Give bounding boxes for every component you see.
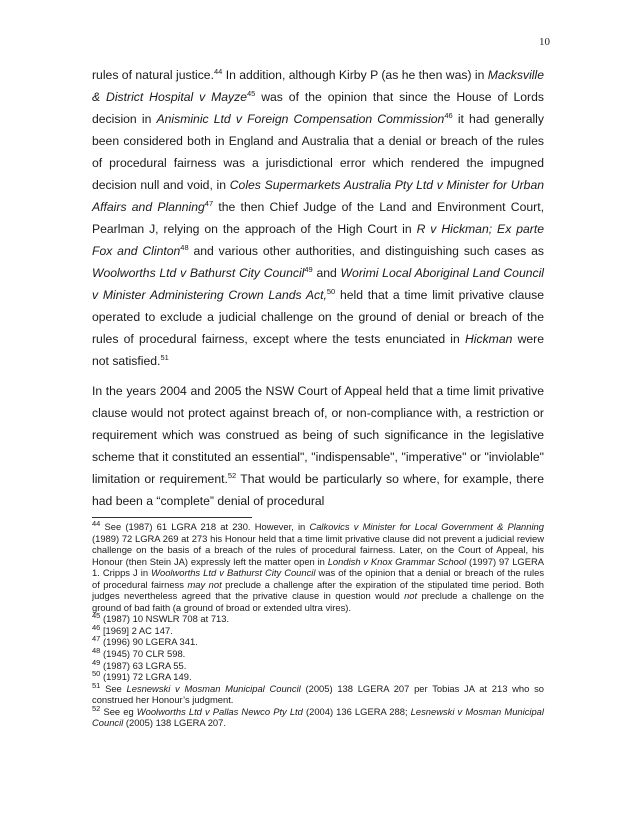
paragraph-1: rules of natural justice.$^{44}$ In addition, although Kirby P (as he then was) in Macksville & District Hospital v Mayze$^{45}$ was of the opinion that since the House of Lords decision in Anisminic Ltd v Foreign Compensation Commission$^{46}$ it had generally been considered both in England and Australia that a denial or breach of the rules of procedural fairness was a jurisdictional error which rendered the impugned decision null and void, in Coles Supermarkets Australia Pty Ltd v Minister for Urban Affairs and Planning$^{47}$ the then Chief Judge of the Land and Environment Court, Pearlman J, relying on the approach of the High Court in R v Hickman; Ex parte Fox and Clinton$^{48}$ and various other authorities, and distinguishing such cases as Woolworths Ltd v Bathurst City Council$^{49}$ and Worimi Local Aboriginal Land Council v Minister Administering Crown Lands Act,$^{50}$ held that a time limit privative clause operated to exclude a judicial challenge on the ground of denial or breach of the rules of procedural fairness, except where the tests enunciated in Hickman were not satisfied.$^{51}$ xyxy=(92,66,545,368)
footnote-ref[interactable]: 46 xyxy=(444,110,453,120)
footnote-ref[interactable]: 50 xyxy=(326,286,336,296)
paragraph-2: In the years 2004 and 2005 the NSW Court of Appeal held that a time limit privative clause would not protect against breach of, or non-compliance with, a restriction or requirement which was construed as being of such significance in the legislative scheme that it constituted an essential", "indispensable", "imperative" or "inviolable" limitation or requirement.$^{52}$ That would be particularly so where, for example, there had been a “complete” denial of procedural xyxy=(92,384,544,508)
case-citation: Worimi Local Aboriginal Land Council v Minister Administering Crown Lands Act, xyxy=(92,266,545,302)
page-number: 10 xyxy=(539,36,550,48)
footnote-separator xyxy=(92,517,252,518)
footnote-ref[interactable]: 44 xyxy=(213,66,223,76)
case-citation: Woolworths Ltd v Bathurst City Council xyxy=(92,266,305,280)
footnote-ref[interactable]: 52 xyxy=(227,470,237,480)
case-citation: Macksville & District Hospital v Mayze xyxy=(92,68,544,104)
footnote-ref[interactable]: 51 xyxy=(160,352,169,362)
footnote-ref[interactable]: 48 xyxy=(180,242,189,252)
footnote-ref[interactable]: 47 xyxy=(204,198,214,208)
footnote-45: $^{45}$ (1987) 10 NSWLR 708 at 713. xyxy=(92,611,230,625)
footnote-44: $^{44}$ See (1987) 61 LGRA 218 at 230. However, in Calkovics v Minister for Local Government & Planning (1989) 72 LGRA 269 at 273 his Honour held that a time limit privative clause did not prevent a judicial review challenge on the basis of a breach of the rules of procedural fairness. Later, on the Court of Appeal, his Honour (then Stein JA) expressly left the matter open in Londish v Knox Grammar School (1997) 97 LGERA 1. Cripps J in Woolworths Ltd v Bathurst City Council was of the opinion that a denial or breach of the rules of procedural fairness may not preclude a challenge after the expiration of the stipulated time period. Both judges nevertheless agreed that the privative clause in question would not preclude a challenge on the ground of bad faith (a ground of broad or extended ultra vires). xyxy=(92,518,545,613)
case-citation: Anisminic Ltd v Foreign Compensation Commission xyxy=(156,112,445,126)
footnote-47: $^{47}$ (1996) 90 LGERA 341. xyxy=(92,634,198,648)
footnote-46: $^{46}$ [1969] 2 AC 147. xyxy=(92,622,173,636)
case-citation: Coles Supermarkets Australia Pty Ltd v Minister for Urban Affairs and Planning xyxy=(92,178,544,214)
case-citation: Hickman xyxy=(464,332,513,346)
case-citation: R v Hickman; Ex parte Fox and Clinton xyxy=(92,222,544,258)
footnote-50: $^{50}$ (1991) 72 LGRA 149. xyxy=(92,668,192,683)
footnote-ref[interactable]: 49 xyxy=(304,264,313,274)
footnote-49: $^{49}$ (1987) 63 LGRA 55. xyxy=(92,657,187,671)
body-text xyxy=(92,64,544,512)
footnote-51: $^{51}$ See Lesnewski v Mosman Municipal Council (2005) 138 LGERA 207 per Tobias JA at 213 who so construed her Honour’s judgment. xyxy=(92,680,544,706)
footnotes xyxy=(92,518,545,729)
footnote-48: $^{48}$ (1945) 70 CLR 598. xyxy=(92,645,186,660)
footnote-ref[interactable]: 45 xyxy=(246,88,256,98)
footnote-52: $^{52}$ See eg Woolworths Ltd v Pallas Newco Pty Ltd (2004) 136 LGERA 288; Lesnewski v Mosman Municipal Council (2005) 138 LGERA 207. xyxy=(92,703,544,729)
